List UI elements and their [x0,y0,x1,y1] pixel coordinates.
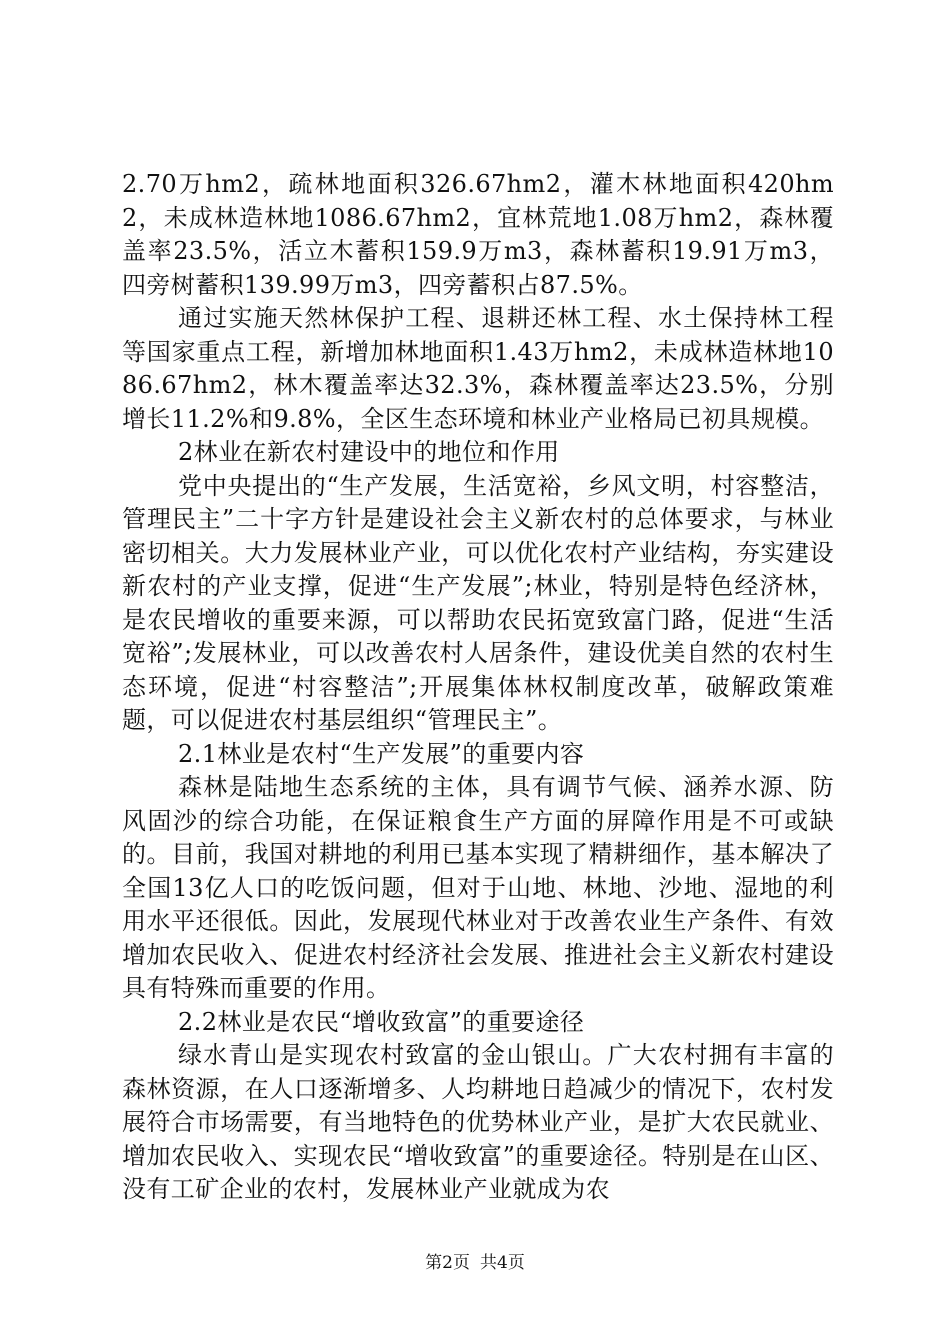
paragraph-income: 绿水青山是实现农村致富的金山银山。广大农村拥有丰富的森林资源，在人口逐渐增多、人均耕地日趋减少的情况下，农村发展符合市场需要，有当地特色的优势林业产业，是扩大农民就业、增加农民收入、实现农民“增收致富”的重要途径。特别是在山区、没有工矿企业的农村，发展林业产业就成为农 [122,1041,834,1203]
page-number: 第2页 [425,1253,470,1273]
page-total: 共4页 [480,1253,525,1273]
paragraph-policy: 党中央提出的“生产发展，生活宽裕，乡风文明，村容整洁，管理民主”二十字方针是建设社会主义新农村的总体要求，与林业密切相关。大力发展林业产业，可以优化农村产业结构，夯实建设新农村的产业支撑，促进“生产发展”;林业，特别是特色经济林，是农民增收的重要来源，可以帮助农民拓宽致富门路，促进“生活宽裕”;发展林业，可以改善农村人居条件，建设优美自然的农村生态环境，促进“村容整洁”;开展集体林权制度改革，破解政策难题，可以促进农村基层组织“管理民主”。 [122,471,834,734]
section-heading-2: 2林业在新农村建设中的地位和作用 [178,438,560,466]
paragraph-key-projects: 通过实施天然林保护工程、退耕还林工程、水土保持林工程等国家重点工程，新增加林地面积1.43万hm2，未成林造林地1086.67hm2，林木覆盖率达32.3%，森林覆盖率达23.5%，分别增长11.2%和9.8%，全区生态环境和林业产业格局已初具规模。 [122,304,834,433]
paragraph-ecosystem: 森林是陆地生态系统的主体，具有调节气候、涵养水源、防风固沙的综合功能，在保证粮食生产方面的屏障作用是不可或缺的。目前，我国对耕地的利用已基本实现了精耕细作，基本解决了全国13亿人口的吃饭问题，但对于山地、林地、沙地、湿地的利用水平还很低。因此，发展现代林业对于改善农业生产条件、有效增加农民收入、促进农村经济社会发展、推进社会主义新农村建设具有特殊而重要的作用。 [122,773,834,1002]
document-body [122,168,834,1207]
section-heading-2-2: 2.2林业是农民“增收致富”的重要途径 [178,1007,585,1036]
paragraph-forest-stats: 2.70万hm2，疏林地面积326.67hm2，灌木林地面积420hm2，未成林造林地1086.67hm2，宜林荒地1.08万hm2，森林覆盖率23.5%，活立木蓄积159.9万m3，森林蓄积19.91万m3，四旁树蓄积139.99万m3，四旁蓄积占87.5%。 [122,170,834,299]
section-heading-2-1: 2.1林业是农村“生产发展”的重要内容 [178,739,585,768]
page-footer [0,1252,950,1274]
